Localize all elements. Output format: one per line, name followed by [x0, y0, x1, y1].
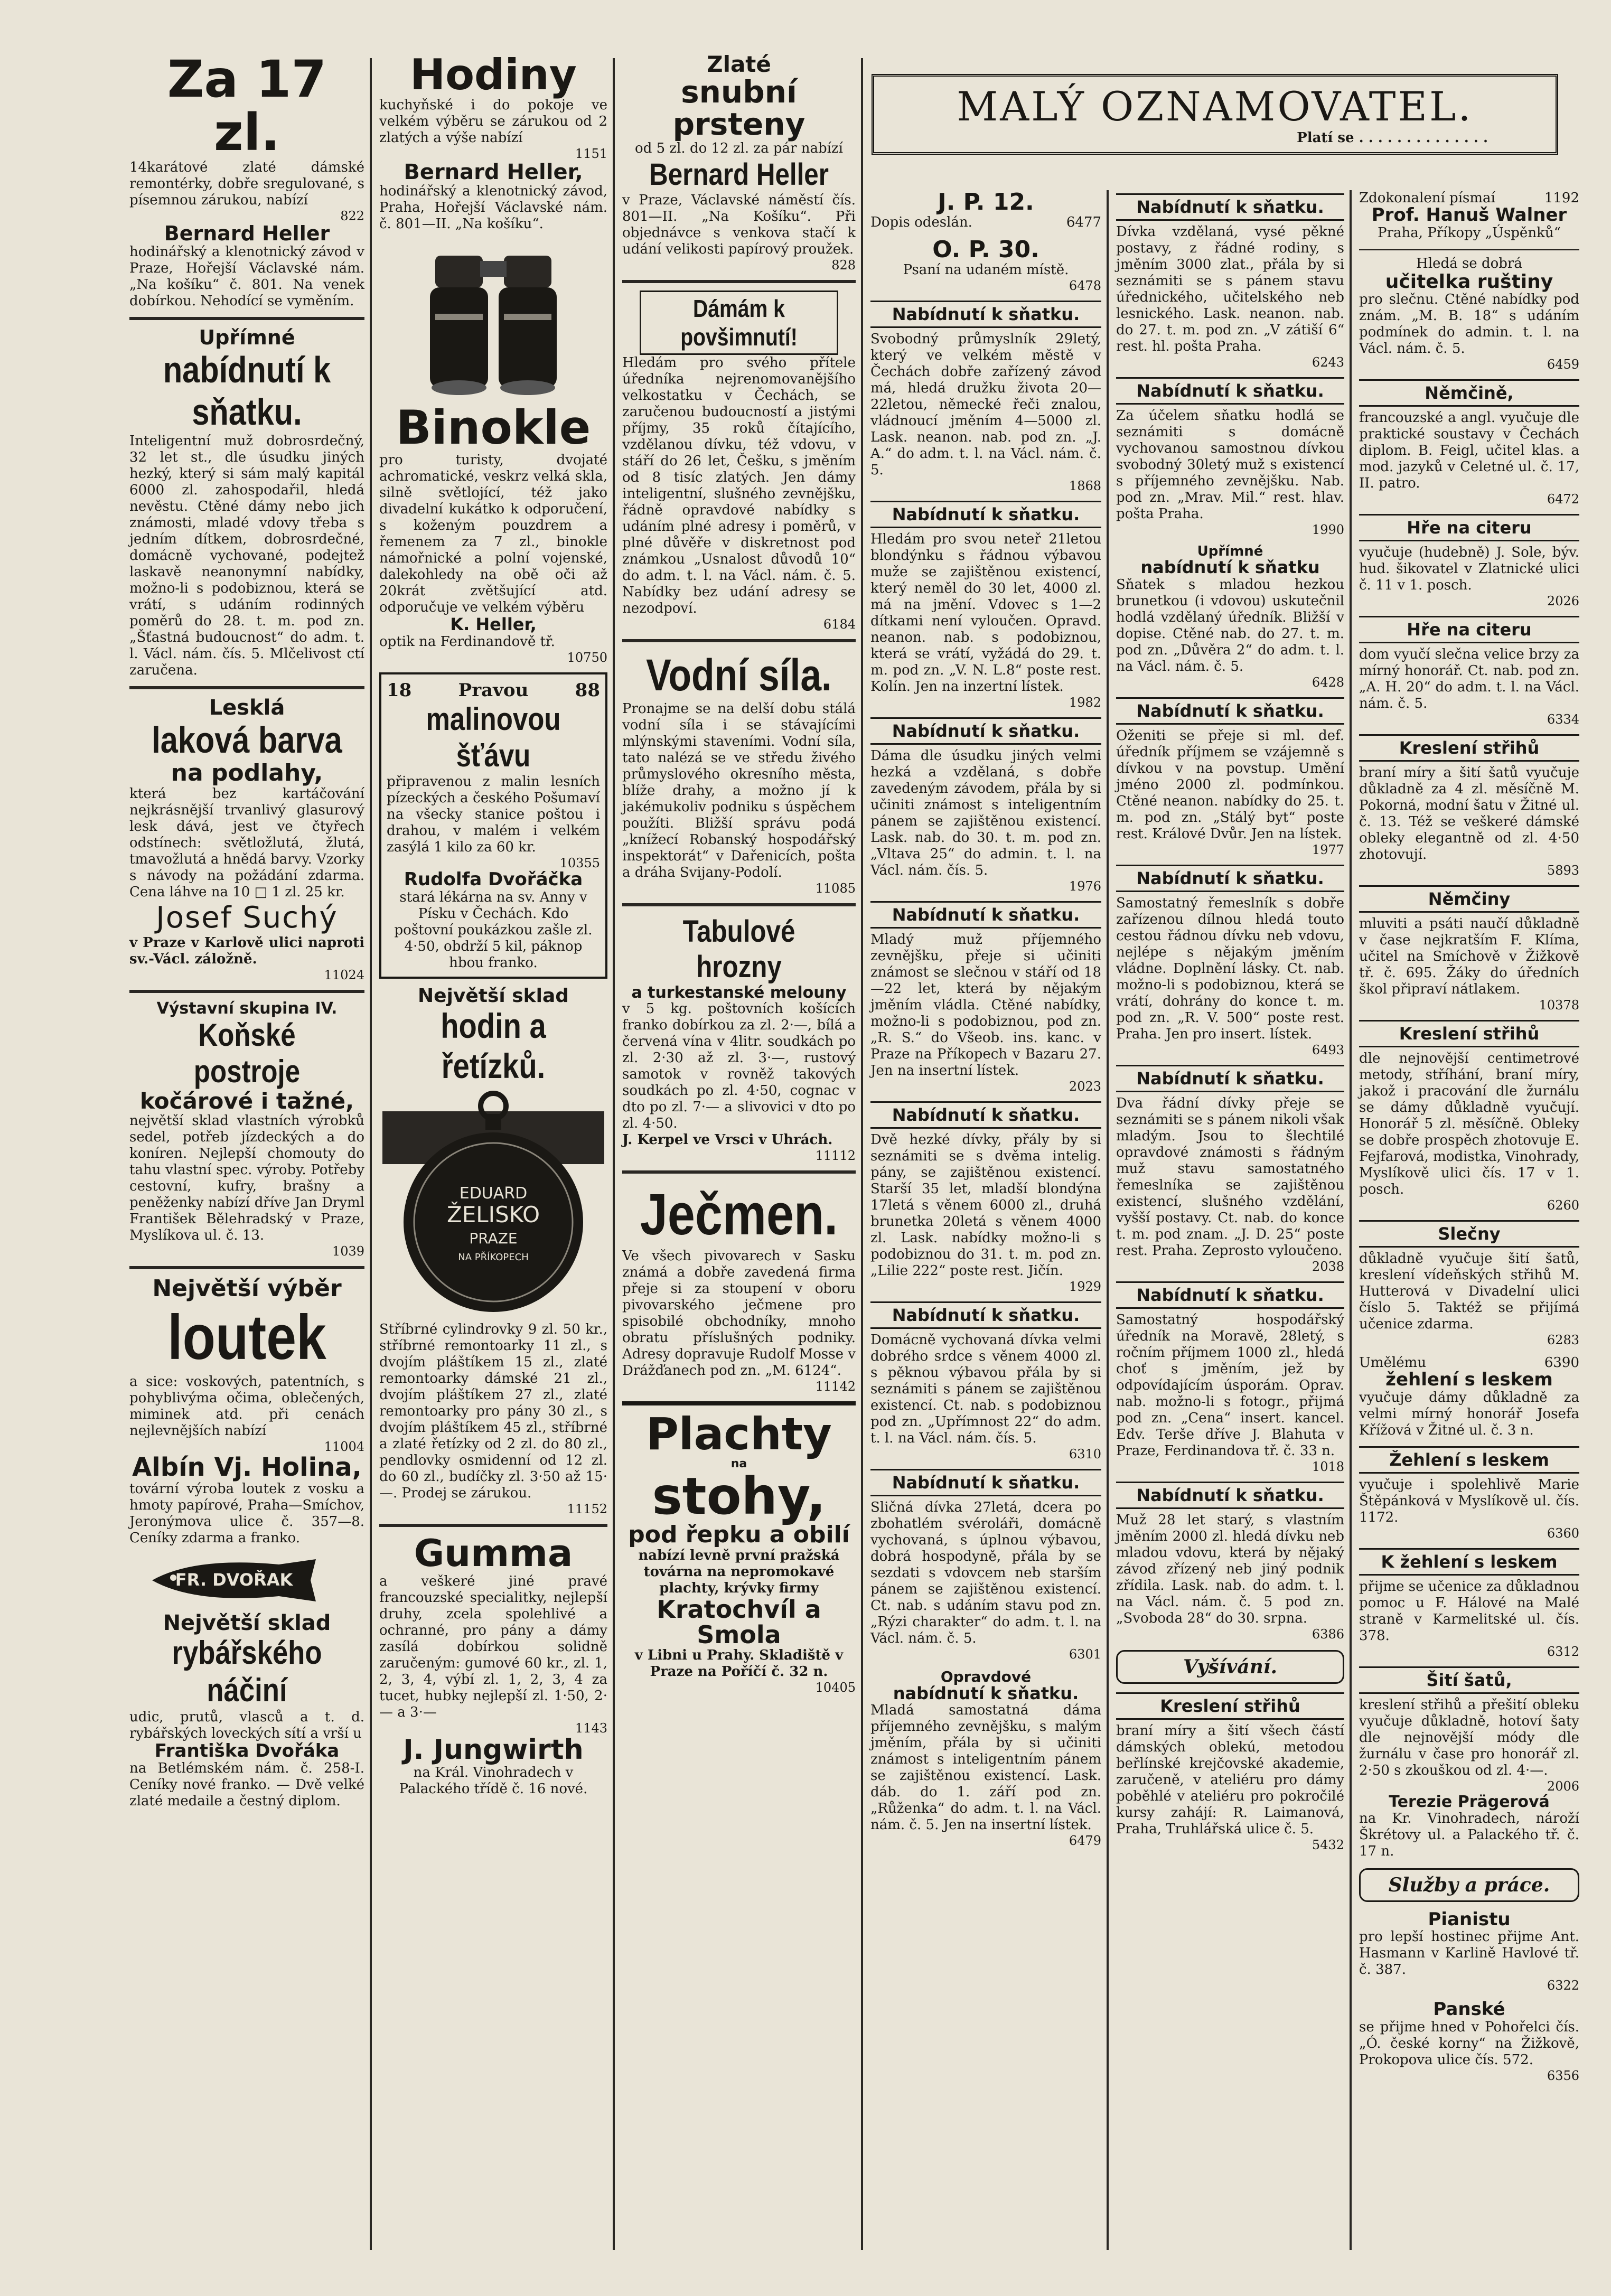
ad-number: 6184	[823, 616, 856, 632]
classified-entry	[1116, 1482, 1344, 1642]
entry-body: Hledám pro svou neteř 21letou blondýnku s řádnou výbavou muže se zajištěnou existencí, který neměl do 30 let, 4000 zl. má na jmění. Vdovec s 1—2 dítkami není vyloučen. Opravd. neanon. nab. s podobiznou, která se vrátí, vyžádá do 29. t. m. pod zn. „V. N. L.8“ poste rest. Kolín. Jen na inzertní lístek.	[870, 531, 1101, 695]
entry-number: 2023	[1069, 1079, 1101, 1094]
section-heading-embroidery	[1116, 1650, 1344, 1684]
entry-address: na Kr. Vinohradech, nároží Škrétovy ul. a Palackého tř. č. 17 n.	[1359, 1810, 1579, 1859]
entry-head: Slečny	[1359, 1220, 1579, 1248]
entry-head: Nabídnutí k sňatku.	[1116, 1281, 1344, 1309]
page-subtitle: Platí se . . . . . . . . . . . . . .	[1297, 130, 1488, 146]
entry-body: vyučuje (hudebně) J. Sole, býv. hud. šikovatel v Zlatnické ulici č. 11 v 1. posch.	[1359, 545, 1579, 594]
ad-number: 11142	[815, 1379, 856, 1394]
ad-headline: Gumma	[414, 1532, 573, 1576]
entry-body: braní míry a šití šatů vyučuje důkladně za 4 zl. měsíčně M. Pokorná, modní šatu v Žitné ul. č. 13. Též se veškeré dámské obleky elegantně od zl. 4·50 zhotovují.	[1359, 765, 1579, 863]
entry-number: 5893	[1547, 863, 1579, 878]
ad-number: 1151	[575, 146, 607, 161]
entry-kicker: Hledá se dobrá	[1416, 255, 1522, 271]
ad-firm: Františka Dvořáka	[154, 1740, 340, 1761]
ad-firm: Bernard Heller,	[404, 160, 583, 184]
ad-firm: Josef Suchý	[156, 900, 338, 935]
ad-firm: Bernard Heller	[164, 221, 330, 245]
classified-entry	[1359, 1548, 1579, 1659]
column-4	[865, 190, 1107, 2245]
ad-body: v Praze, Václavské náměstí čís. 801—II. „Na Košíku“. Při objednávce s venkova stačí k udání velikosti papírový proužek.	[622, 192, 856, 257]
entry-body: Dívka vzdělaná, vysé pěkné postavy, z řádné rodiny, s jměním 3000 zlat., přála by si seznámiti se s pánem stavu úřednického, učitelského neb lesnického. Lask. neanon. nab. do 27. t. m. pod zn. „V zátiší 6“ rest. hl. pošta Praha.	[1116, 224, 1344, 354]
classified-entry	[870, 190, 1101, 230]
entry-body: pro slečnu. Ctěné nabídky pod znám. „M. B. 18“ s udáním podmínek do admin. t. l. na Václ. nám. č. 5.	[1359, 292, 1579, 357]
entry-number: 6283	[1547, 1333, 1579, 1348]
binoculars-icon	[414, 240, 573, 398]
ad-tarpaulins	[622, 1401, 856, 1695]
entry-head: Pianistu	[1428, 1908, 1511, 1930]
ad-headline: rybářského náčiní	[172, 1634, 322, 1709]
column-3	[617, 53, 861, 2245]
entry-body: vyučuje i spolehlivě Marie Štěpánková v Myslíkově ul. čís. 1172.	[1359, 1477, 1579, 1526]
entry-number: 1990	[1312, 522, 1344, 537]
ad-binoculars	[379, 240, 607, 665]
column-rule	[613, 58, 615, 2250]
ad-watches-17zl	[129, 53, 364, 310]
classified-entry	[1359, 514, 1579, 608]
classified-entry	[1116, 1065, 1344, 1274]
entry-head: Nabídnutí k sňatku.	[870, 717, 1101, 745]
entry-head: Šití šatů,	[1359, 1666, 1579, 1694]
entry-body: vyučuje dámy důkladně za velmi mírný honorář Josefa Křížová v Žitné ul. č. 3 n.	[1359, 1390, 1579, 1439]
section-heading-label: Vyšívání.	[1183, 1655, 1277, 1678]
entry-body: Mladý muž příjemného zevnějšku, přeje si učiniti známost se slečnou v stáří od 18—22 let, která by nějakým jměním vládla. Ctěné nabídky, možno-li s podobiznou, pod zn. „R. S.“ do Všeob. ins. kanc. v Praze na Příkopech v Bazaru 27. Jen na insertní lístek.	[870, 932, 1101, 1079]
watch-dial-text: ŽELISKO	[446, 1202, 540, 1228]
entry-body: Dopis odeslán.	[870, 214, 972, 231]
entry-head: Nabídnutí k sňatku.	[1116, 697, 1344, 725]
divider	[129, 686, 364, 689]
divider	[379, 1524, 607, 1527]
classified-entry	[1359, 1910, 1579, 1993]
classified-entry	[1359, 1020, 1579, 1213]
entry-number: 1192	[1544, 190, 1579, 206]
ad-body: optik na Ferdinandově tř.	[379, 633, 555, 650]
classified-entry	[1116, 865, 1344, 1057]
ad-floor-paint	[129, 697, 364, 982]
ad-headline: malinovou šťávu	[426, 701, 561, 773]
entry-number: 6459	[1547, 357, 1579, 372]
entry-firm: Prof. Hanuš Walner	[1371, 204, 1567, 226]
ad-marriage-offer	[129, 327, 364, 679]
classified-entry	[1359, 1220, 1579, 1347]
ad-label: Pravou	[458, 679, 529, 701]
pocket-watch-icon	[382, 1090, 604, 1317]
classified-entry	[870, 717, 1101, 894]
ad-kicker: Upřímné	[199, 326, 295, 350]
entry-body: důkladně vyučuje šití šatů, kreslení vídeňských střihů M. Hutterová v Divadelní ulici číslo 5. Taktéž se přijímá učenice zdarma.	[1359, 1251, 1579, 1333]
ad-headline: Hodiny	[410, 53, 577, 99]
divider	[622, 1170, 856, 1174]
banner-frame	[872, 74, 1558, 155]
ad-clocks	[379, 53, 607, 232]
classified-entry	[1359, 379, 1579, 507]
ad-headline: Dámám k povšimnutí!	[640, 290, 838, 355]
entry-head: nabídnutí k sňatku.	[893, 1683, 1079, 1703]
ad-firm: Albín Vj. Holina,	[132, 1452, 362, 1483]
entry-number: 6386	[1312, 1626, 1344, 1642]
entry-head: Nabídnutí k sňatku.	[870, 1301, 1101, 1329]
ad-body: pro turisty, dvojaté achromatické, veskrz velká skla, silně světlojící, též jako divadelní kukátko k odporučení, s koženým pouzdrem a řemenem za 7 zl., binokle námořnické a polní vojenské, dalekohledy na obě oči až 20krát zvětšující atd. odporučuje ve velkém výběru	[379, 452, 607, 616]
entry-head: Nabídnutí k sňatku.	[1116, 377, 1344, 405]
classified-entry	[1359, 885, 1579, 1013]
entry-body: Oženiti se přeje si ml. def. úředník příjmem se vzájemně s dívkou v na povstup. Umění jméno 2000 zl. podmínkou. Ctěné neanon. nabídky do 25. t. m. pod zn. „Stálý byt“ poste rest. Králové Dvůr. Jen na lístek.	[1116, 727, 1344, 842]
entry-body: Muž 28 let starý, s vlastním jměním 2000 zl. hledá dívku neb mladou vdovu, která by nějaký závod zřízený neb jiný podnik zřídila. Lask. nab. do adm. t. l. na Václ. nám. č. 5 pod zn. „Svoboda 28“ do 30. srpna.	[1116, 1512, 1344, 1626]
entry-body: Sličná dívka 27letá, dcera po zbohatlém svéroláři, domácně vychovaná, s úplnou výbavou, dobrá hospodyně, přála by se sezdati s vdovcem neb starším pánem se zajištěnou existencí. Ct. nab. s udáním stavu pod zn. „Rýzi charakter“ do adm. t. l. na Václ. nám. č. 5.	[870, 1500, 1101, 1647]
ad-number: 10355	[559, 855, 600, 870]
watch-dial-text: EDUARD	[459, 1184, 528, 1203]
watch-dial-text: NA PŘÍKOPECH	[458, 1252, 529, 1263]
classified-entry	[870, 1469, 1101, 1662]
ad-rubber-goods	[379, 1534, 607, 1797]
entry-number: 1977	[1312, 842, 1344, 857]
ad-harness	[129, 1000, 364, 1259]
ad-firm: Kratochvíl a Smola	[657, 1595, 821, 1649]
entry-body: dom vyučí slečna velice brzy za mírný honorář. Ct. nab. pod zn. „A. H. 20“ do adm. t. l. na Václ. nám. č. 5.	[1359, 646, 1579, 712]
classified-entry	[870, 1669, 1101, 1848]
ad-body: nabízí levně první pražská továrna na nepromokavé plachty, krývky firmy	[638, 1547, 840, 1596]
ad-kicker: Lesklá	[209, 696, 285, 720]
ad-firm: J. Kerpel ve Vrsci v Uhrách.	[622, 1132, 833, 1148]
ad-barley	[622, 1181, 856, 1394]
entry-head: Nabídnutí k sňatku.	[870, 901, 1101, 929]
entry-body: Mladá samostatná dáma příjemného zevnějšku, s malým jměním, přála by si učiniti známost s inteligentním pánem se zajištěnou existencí. Lask. dáb. do 1. září pod zn. „Růženka“ do adm. t. l. na Václ. nám. č. 5. Jen na insertní lístek.	[870, 1702, 1101, 1833]
ad-body: Pronajme se na delší dobu stálá vodní síla i se stávajícími mlýnskými staveními. Vodní síla, tato nalézá se ve středu živého průmyslového okresního města, blíže drahy, a možno jí k jakémukoliv podniku s úspěchem použíti. Bližší správu podá „knížecí Robanský hospodářský inspektorát“ v Dařenicích, pošta a dráha Svijany-Podolí.	[622, 700, 856, 880]
ad-headline: hodin a řetízků.	[441, 1006, 546, 1086]
ad-headline: Za 17 zl.	[167, 53, 327, 162]
ad-headline: loutek	[167, 1302, 326, 1373]
entry-head: Nabídnutí k sňatku.	[1116, 193, 1344, 221]
entry-number: 2026	[1547, 594, 1579, 609]
entry-body: francouzské a angl. vyučuje dle praktické soustavy v Čechách diplom. B. Feigl, učitel klas. a mod. jazyků v Celetné ul. č. 17, II. patro.	[1359, 410, 1579, 492]
ad-headline: Vodní síla.	[646, 650, 832, 700]
entry-head: Kreslení střihů	[1359, 734, 1579, 762]
ad-headline: stohy,	[652, 1466, 826, 1526]
ad-headline: Koňské postroje	[193, 1017, 301, 1090]
ad-headline: Plachty	[646, 1408, 832, 1460]
ad-kicker: Největší sklad	[417, 985, 569, 1007]
entry-body: kreslení střihů a přešití obleku vyučuje důkladně, hotoví šaty dle nejnovější módy dle žurnálu v čase pro honorář zl. 2·50 s zkouškou od zl. 4·—.	[1359, 1697, 1579, 1779]
entry-number: 6312	[1547, 1644, 1579, 1660]
entry-number: 10378	[1539, 998, 1579, 1013]
classified-entry	[1116, 377, 1344, 537]
classified-entry	[870, 238, 1101, 293]
column-2	[374, 53, 613, 2245]
entry-head: Nabídnutí k sňatku.	[870, 501, 1101, 528]
entry-body: Sňatek s mladou hezkou brunetkou (i vdovou) uskutečnil hodlá vzdělaný úředník. Bližší v dopise. Ctěné nab. do 27. t. m. pod zn. „Důvěra 2“ do adm. t. l. na Václ. nám. č. 5.	[1116, 576, 1344, 674]
ad-number: 10405	[815, 1680, 856, 1695]
entry-body: Svobodný průmyslník 29letý, který ve velkém městě v Čechách dobře zařízený závod má, hledá družku života 20—22letou, německé řeči znalou, vládnoucí jměním 4—5000 zl. Lask. neanon. nab. pod zn. „J. A.“ do adm. t. l. na Václ. nám. č. 5.	[870, 331, 1101, 479]
ad-address: v Libni u Prahy. Skladiště v Praze na Poříčí č. 32 n.	[634, 1647, 844, 1680]
entry-number: 6301	[1069, 1647, 1101, 1662]
ad-number: 11112	[815, 1148, 856, 1164]
divider	[129, 990, 364, 993]
ad-body: Hledám pro svého přítele úředníka nejrenomovanějšího velkostatku v Čechách, se zaručenou budoucností a jistými příjmy, 35 roků čítajícího, vzdělanou dívku, též vdovu, v stáří do 26 let, Češku, s jměním od 8 tisíc zlatých. Jen dámy inteligentní, slušného zevnějšku, řádně opravdové nabídky s udáním plné adresy i poměrů, v plné důvěře v diskretnost pod známkou „Usnalost důvodů 10“ do adm. t. l. na Václ. nám. č. 5. Nabídky bez udání adresy se nezodpoví.	[622, 354, 856, 616]
divider	[622, 903, 856, 906]
classified-entry	[1359, 190, 1579, 241]
entry-number: 6322	[1547, 1978, 1579, 1993]
ad-number: 828	[831, 257, 856, 273]
ad-number: 10750	[567, 650, 607, 665]
entry-head: Němčině,	[1359, 379, 1579, 407]
entry-head: Kreslení střihů	[1116, 1692, 1344, 1720]
entry-kicker: Opravdové	[940, 1668, 1032, 1686]
ad-kicker: na	[730, 1457, 747, 1470]
ad-grapes	[622, 914, 856, 1164]
entry-address: Praha, Příkopy „Úspěnků“	[1378, 224, 1561, 241]
entry-body: pro lepší hostinec přijme Ant. Hasmann v Karlině Havlové tř. č. 387.	[1359, 1929, 1579, 1978]
entry-firm: Terezie Prägerová	[1389, 1793, 1550, 1812]
divider	[1359, 249, 1579, 250]
entry-number: 1018	[1312, 1459, 1344, 1474]
divider	[622, 639, 856, 642]
entry-body: Samostatný řemeslník s dobře zařízenou dílnou hledá touto cestou řádnou dívku neb vdovu, nejlépe s nějakým jměním vládne. Doplnění lásky. Ct. nab. možno-li s podobiznou, která se vrátí, dohrány do konce t. m. pod zn. „R. V. 500“ poste rest. Praha. Jen pro insert. lístek.	[1116, 895, 1344, 1042]
classified-entry	[870, 301, 1101, 493]
ad-firm: Rudolfa Dvořáčka	[404, 868, 583, 890]
entry-number: 6493	[1312, 1042, 1344, 1057]
entry-head: Nabídnutí k sňatku.	[870, 301, 1101, 328]
entry-number: 1929	[1069, 1279, 1101, 1295]
classified-entry	[870, 901, 1101, 1094]
entry-body: Dáma dle úsudku jiných velmi hezká a vzdělaná, s dobře zavedeným závodem, přála by si učiniti známost s inteligentním pánem se zajištěnou existencí. Lask. nab. do 30. t. m. pod zn. „Vltava 25“ do admin. t. l. na Václ. nám. čís. 5.	[870, 748, 1101, 879]
section-heading-label: Služby a práce.	[1388, 1873, 1550, 1896]
entry-body: Dva řádní dívky přeje se seznámiti se s pánem nikoli však mladým. Jsou to šlechtilé opravdové známosti s řádným muž stavu samostatného řemeslníka se zajištěnou existencí, slušného vzdělání, vyšší postavy. Ct. nab. do konce t. m. pod znam. „J. D. 25“ poste rest. Praha. Zeprosto vyloučeno.	[1116, 1095, 1344, 1259]
entry-body: Samostatný hospodářský úředník na Moravě, 28letý, s ročním příjmem 1000 zl., hledá choť s jměním, jež by odpovídajícím úsporám. Oprav. nab. možno-li s fotogr., přijmá pod zn. „Cena“ insert. kancel. Edv. Terše dříve J. Blahuta v Praze, Ferdinandova tř. č. 33 n.	[1116, 1311, 1344, 1459]
ad-dolls	[129, 1277, 364, 1547]
divider	[129, 1266, 364, 1269]
ad-number: 11004	[324, 1439, 364, 1455]
ad-firm: Bernard Heller	[649, 157, 829, 192]
entry-head: Hře na citeru	[1359, 616, 1579, 643]
entry-head: Žehlení s leskem	[1359, 1446, 1579, 1474]
ad-headline: nabídnutí k sňatku.	[163, 349, 331, 433]
ad-label: 88	[575, 679, 600, 701]
entry-body: Dvě hezké dívky, přály by si seznámiti se s dvěma intelig. pány, se zajištěnou existencí. Starší 35 let, mladší blondýna 17letá s věnem 6000 zl., druhá brunetka 20letá s věnem 4000 zl. Lask. nabídky možno-li s podobiznou do 31. t. m. pod zn. „Lilie 222“ poste rest. Jičín.	[870, 1132, 1101, 1279]
ad-body: a veškeré jiné pravé francouzské specialitky, nejlepší druhy, zcela spolehlivé a ochranné, pro pány a dámy zasílá dobírkou solidně zaručeným: gumové 60 kr., zl. 1, 2, 3, 4, výbí zl. 1, 2, 3, 4 za tucet, hubky nejlepší zl. 1·50, 2·— a 3·—	[379, 1573, 607, 1720]
ad-body: hodinářský a klenotnický závod v Praze, Hořejší Václavské nám. „Na košíku“ č. 801. Na venek dobírkou. Nehodící se vyměním.	[129, 244, 364, 310]
ad-kicker: Výstavní skupina IV.	[156, 999, 338, 1018]
ad-kicker: Největší sklad	[163, 1610, 331, 1635]
ad-kicker: Zlaté	[707, 53, 771, 77]
entry-body: se přijme hned v Pohořelci čís. „Ó. české korny“ na Žižkově, Prokopova ulice čís. 572.	[1359, 2019, 1579, 2068]
classified-entry	[1359, 2000, 1579, 2083]
column-6	[1354, 190, 1585, 2245]
entry-number: 6360	[1547, 1526, 1579, 1541]
entry-head: nabídnutí k sňatku	[1140, 557, 1320, 578]
entry-head: J. P. 12.	[938, 190, 1034, 215]
ad-headline: Ječmen.	[640, 1182, 838, 1248]
classified-entry	[870, 1301, 1101, 1461]
ad-number: 11152	[567, 1502, 607, 1517]
ad-body: udic, prutů, vlasců a t. d. rybářských loveckých sítí a vrší u	[129, 1709, 364, 1741]
classified-entry	[1116, 1281, 1344, 1474]
entry-head: Hře na citeru	[1359, 514, 1579, 541]
classified-entry	[1359, 616, 1579, 727]
ad-firm: K. Heller,	[450, 614, 537, 635]
ad-wedding-rings	[622, 53, 856, 273]
fish-sign-icon	[142, 1554, 353, 1607]
ad-body: připravenou z malin lesních pízeckých a českého Pošumaví na všecky stanice poštou i drahou, v malém i velkém zasýlá 1 kilo za 60 kr.	[387, 773, 600, 855]
ad-headline: laková barva	[152, 719, 342, 761]
entry-number: 6310	[1069, 1447, 1101, 1462]
entry-head: Němčiny	[1359, 885, 1579, 913]
entry-number: 6390	[1544, 1355, 1579, 1371]
entry-body: přijme se učenice za důkladnou pomoc u F. Hálové na Malé straně v Karmelitské ul. čís. 378.	[1359, 1579, 1579, 1644]
ad-raspberry-juice	[379, 672, 607, 979]
classified-entry	[870, 501, 1101, 710]
column-rule	[1350, 190, 1352, 2250]
ad-subhead: na podlahy,	[171, 760, 323, 787]
ad-body: od 5 zl. do 12 zl. za pár nabízí	[635, 140, 843, 156]
classified-entry	[1116, 1692, 1344, 1852]
entry-number: 2006	[1547, 1779, 1579, 1794]
ad-address: v Praze v Karlově ulici naproti sv.-Václ. záložně.	[129, 934, 364, 967]
ad-firm: J. Jungwirth	[403, 1733, 584, 1766]
entry-number: 6479	[1069, 1833, 1101, 1849]
ad-subhead: kočárové i tažné,	[139, 1088, 354, 1114]
ad-watch-shop	[379, 986, 607, 1517]
ad-number: 1039	[332, 1244, 364, 1259]
entry-number: 6472	[1547, 492, 1579, 507]
ad-body: hodinářský a klenotnický závod, Praha, Hořejší Václavské nám. č. 801—II. „Na košíku“.	[379, 183, 607, 232]
entry-body: braní míry a šití všech částí dámských oblekú, metodou beřlínské krejčovské akademie, zaručeně, v ateliéru pro dámy poběhlé v ateliéru pro pokročilé kursy zahájí: R. Laimanová, Praha, Truhlářská ulice č. 5.	[1116, 1722, 1344, 1837]
entry-head: Nabídnutí k sňatku.	[1116, 1065, 1344, 1092]
classified-entry	[1359, 734, 1579, 878]
ad-headline: Binokle	[396, 400, 591, 455]
entry-number: 6260	[1547, 1198, 1579, 1213]
ad-address: na Král. Vinohradech v Palackého třídě č. 16 nové.	[399, 1764, 588, 1797]
entry-body: Domácně vychovaná dívka velmi dobrého srdce s věnem 4000 zl. s pěknou výbavou přála by si seznámiti s pánem se zajištěnou existencí. Ct. nab. s podobiznou pod zn. „Upřímnost 22“ do adm. t. l. na Václ. nám. čís. 5.	[870, 1332, 1101, 1447]
entry-body: Za účelem sňatku hodlá se seznámiti s domácně vychovanou samostnou dívkou svobodný 30letý muž s existencí s příjemného zevnějšku. Nab. pod zn. „Mrav. Mil.“ rest. hlav. pošta Praha.	[1116, 408, 1344, 522]
ad-headline: Tabulové hrozny	[682, 914, 795, 984]
ad-body: Stříbrné cylindrovky 9 zl. 50 kr., stříbrné remontoarky 11 zl., s dvojím pláštíkem 15 zl., zlaté remontoarky dámské 21 zl., dvojím pláštíkem 27 zl., zlaté remontoarky pro pány 30 zl., s dvojím pláštíkem 45 zl., stříbrné a zlaté řetízky od 2 zl. do 80 zl., pendlovky osmidenní od 12 zl. do 60 zl., budíčky zl. 3·50 až 15·—. Prodej se zárukou.	[379, 1322, 607, 1502]
entry-number: 1976	[1069, 879, 1101, 894]
entry-number: 6334	[1547, 712, 1579, 727]
ad-number: 1143	[575, 1720, 607, 1736]
entry-head: žehlení s leskem	[1385, 1369, 1553, 1391]
entry-kicker: Upřímné	[1197, 543, 1263, 559]
column-5	[1111, 190, 1350, 2245]
entry-number: 2038	[1312, 1259, 1344, 1274]
ad-body: Ve všech pivovarech v Sasku známá a dobře zavedená firma přeje si za stoupení v oboru pivovarského ječmene pro spisobilé obchodníky, mnoho obratu příslušných podniky. Adresy dopravuje Rudolf Mosse v Drážďanech pod zn. „M. 6124“.	[622, 1248, 856, 1379]
classified-entry	[1359, 1355, 1579, 1439]
entry-kicker: Umělému	[1359, 1355, 1427, 1371]
entry-number: 6477	[1066, 214, 1101, 231]
classified-entry	[1116, 193, 1344, 370]
classifieds-banner	[872, 74, 1558, 160]
ad-body: a sice: voskových, patentních, s pohyblivýma očima, oblečených, miminek atd. při cenách nejlevnějších nabízí	[129, 1374, 364, 1439]
entry-body: Zdokonalení písmaí	[1359, 190, 1495, 206]
ad-fishing	[129, 1554, 364, 1810]
entry-number: 6356	[1547, 2068, 1579, 2084]
classified-entry	[1116, 697, 1344, 857]
entry-number: 5432	[1312, 1837, 1344, 1852]
entry-head: Kreslení střihů	[1359, 1020, 1579, 1047]
classified-entry	[1116, 545, 1344, 690]
ad-subhead: a turkestanské melouny	[631, 983, 847, 1002]
ad-body: největší sklad vlastních výrobků sedel, potřeb jízdeckých a do koníren. Nejlepší chomouty do tahu vlastní spec. výroby. Potřeby cestovní, kufry, brašny a peněženky nabízí dříve Jan Dryml František Bělehradský v Praze, Myslíkova ul. č. 13.	[129, 1113, 364, 1244]
ad-body: na Betlémském nám. č. 258-I. Ceníky nové franko. — Dvě velké zlaté medaile a čestný diplom.	[129, 1760, 364, 1810]
entry-number: 1868	[1069, 479, 1101, 494]
ad-label: 18	[387, 679, 412, 701]
classified-entry	[870, 1101, 1101, 1294]
ad-body: stará lékárna na sv. Anny v Písku v Čechách. Kdo poštovní poukázkou zašle zl. 4·50, obdrží 5 kil, páknop hbou franko.	[394, 889, 593, 971]
watch-dial-text: PRAZE	[469, 1230, 518, 1248]
fish-sign-text: FR. DVOŘAK	[175, 1569, 293, 1590]
ad-body: která bez kartáčování nejkrásnější trvanlivý glasurový lesk dává, jest ve čtyřech odstínech: světložlutá, žlutá, tmavožlutá a hnědá barvy. Vzorky s návody na požádání zdarma. Cena láhve na 10 □ 1 zl. 25 kr.	[129, 785, 364, 900]
entry-head: Panské	[1433, 1999, 1505, 2020]
entry-head: Nabídnutí k sňatku.	[870, 1469, 1101, 1496]
classified-entry	[1359, 1446, 1579, 1541]
ad-body: tovární výroba loutek z vosku a hmoty papírové, Praha—Smíchov, Jeronýmova ulice č. 357—8. Ceníky zdarma a franko.	[129, 1480, 364, 1546]
entry-number: 6428	[1312, 674, 1344, 690]
entry-body: mluviti a psáti naučí důkladně v čase nejkratším F. Klíma, učitel na Smíchově v Žižkově tř. č. 695. Žáky do úředních škol připraví nátlakem.	[1359, 916, 1579, 998]
entry-head: K žehlení s leskem	[1359, 1548, 1579, 1576]
entry-head: Nabídnutí k sňatku.	[1116, 865, 1344, 892]
classified-entry	[1359, 256, 1579, 372]
entry-body: Psaní na udaném místě.	[903, 262, 1069, 278]
page-title: MALÝ OZNAMOVATEL.	[957, 83, 1473, 130]
ad-subhead: pod řepku a obilí	[628, 1521, 850, 1549]
divider	[622, 280, 856, 283]
ad-headline: snubní prsteny	[672, 74, 806, 142]
entry-number: 6478	[1069, 278, 1101, 294]
ad-body: kuchyňské i do pokoje ve velkém výběru se zárukou od 2 zlatých a výše nabízí	[379, 97, 607, 146]
entry-head: Nabídnutí k sňatku.	[870, 1101, 1101, 1129]
ad-body: Inteligentní muž dobrosrdečný, 32 let st., dle úsudku jiných hezký, který si sám malý kapitál 6000 zl. zahospodařil, hledá nevěstu. Ctěné dámy nebo jich známosti, mladé vdovy třeba s jedním dítkem, dobrosrdečné, domácně vychované, podejtež laskavě neanonymní nabídky, možno-li s podobiznou, která se vrátí, s udáním rodinných poměrů do 28. t. m. pod zn. „Šťastná budoucnost“ do adm. t. l. Václ. nám. čís. 5. Mlčelivost ctí zaručena.	[129, 433, 364, 679]
entry-head: O. P. 30.	[932, 236, 1039, 264]
ad-ladies-notice	[622, 290, 856, 632]
entry-number: 6243	[1312, 355, 1344, 370]
ad-body: 14karátové zlaté dámské remontérky, dobře sregulované, s písemnou zárukou, nabízí	[129, 159, 364, 208]
ad-number: 11024	[324, 967, 364, 982]
entry-body: dle nejnovější centimetrové metody, stříhání, braní míry, jakož i pracování dle žurnálu se dámy důkladně vyučují. Honorář 5 zl. měsíčně. Obleky se dobře prospěch zhotovuje E. Fejfarová, modistka, Vinohrady, Myslíkově ulici čís. 17 v 1. posch.	[1359, 1051, 1579, 1198]
entry-head: Nabídnutí k sňatku.	[1116, 1482, 1344, 1509]
column-rule	[1107, 190, 1109, 2250]
entry-head: učitelka ruštiny	[1385, 270, 1553, 293]
ad-body: v 5 kg. poštovních košících franko dobírkou za zl. 2·—, bílá a červená vína v 4litr. soudkách po zl. 2·30 až zl. 3·—, rustový samotok v rovněž takových soudkách po zl. 4·50, cognac v dto po zl. 7·— a slivovici v dto po zl. 4·50.	[622, 1001, 856, 1132]
divider	[129, 317, 364, 320]
ad-water-power	[622, 650, 856, 896]
column-1	[124, 53, 370, 2245]
ad-number: 822	[340, 208, 364, 223]
ad-kicker: Největší výběr	[152, 1275, 342, 1302]
section-heading-services	[1359, 1868, 1579, 1902]
column-rule	[861, 58, 863, 2250]
ad-number: 11085	[815, 880, 856, 896]
column-rule	[370, 58, 372, 2250]
entry-number: 1982	[1069, 695, 1101, 710]
classified-entry	[1359, 1666, 1579, 1860]
